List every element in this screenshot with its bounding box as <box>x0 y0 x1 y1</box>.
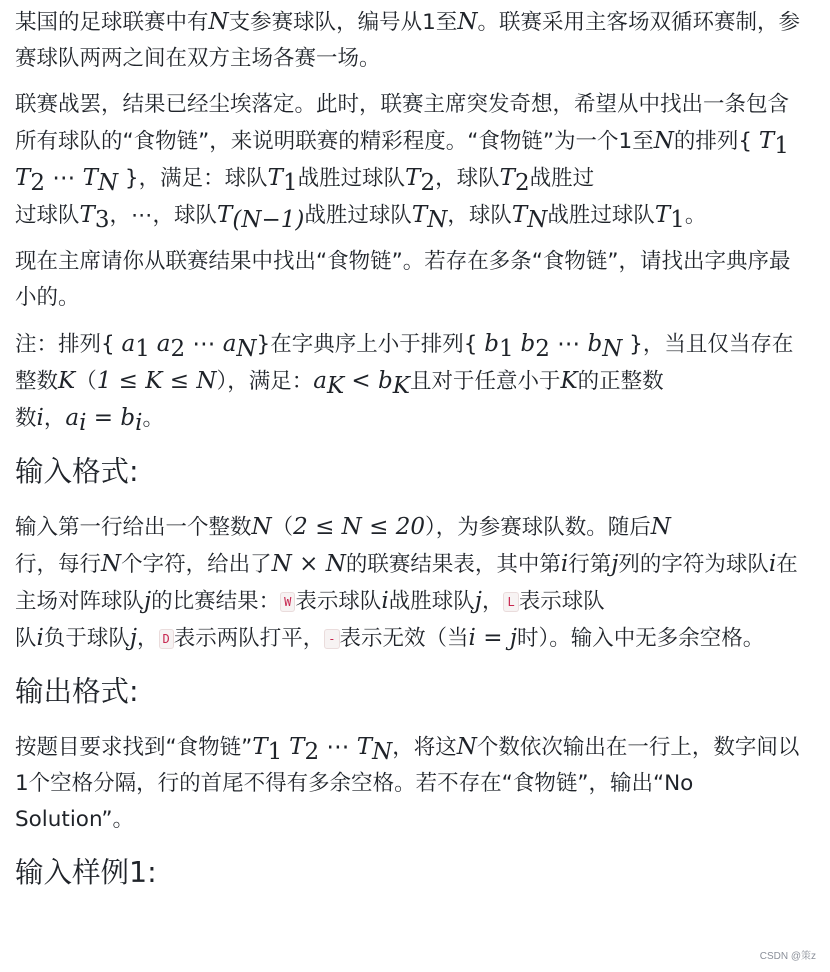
math-i: i <box>560 551 569 577</box>
text: 按题目要求找到“食物链” <box>15 735 253 760</box>
math-dots: ⋯ <box>44 165 83 191</box>
math-t: T <box>758 128 775 154</box>
math-t: T <box>511 202 528 228</box>
sub: (N−1) <box>232 207 305 233</box>
math-a: a <box>156 331 171 357</box>
math-a: a <box>222 331 237 357</box>
text: 行第 <box>568 552 612 577</box>
math-n: N <box>653 128 674 154</box>
heading-sample-input: 输入样例1: <box>15 856 157 889</box>
math-j: j <box>474 588 482 614</box>
text: ， <box>137 626 159 651</box>
math-i: i <box>36 625 44 651</box>
text: 战胜过 <box>529 166 595 191</box>
text: 负于球队 <box>43 626 130 651</box>
text: 且对于任意小于 <box>409 369 561 394</box>
math-t: T <box>654 202 671 228</box>
text: （ <box>271 515 294 540</box>
text: ，球队 <box>435 166 500 191</box>
text: ， <box>43 406 66 431</box>
math-inequality: 1 ≤ K ≤ N <box>96 368 217 394</box>
math-n: N <box>325 551 346 577</box>
text: 的正整数 <box>577 369 664 394</box>
text: ，球队 <box>447 203 512 228</box>
text: 。联赛采用主客场双循环赛制，参赛球队两两之间在双方主场各赛一场。 <box>15 10 800 71</box>
text: 时）。输入中无多余空格。 <box>516 626 765 651</box>
math-i: i <box>36 405 44 431</box>
code-d: D <box>159 629 174 649</box>
text: 个数依次输出在一行上，数字间以1个空格分隔，行的首尾不得有多余空格。若不存在“食物链”，输出“No Solution”。 <box>15 735 800 832</box>
math-n: N <box>456 734 477 760</box>
sub: 2 <box>420 170 436 196</box>
text: 输入第一行给出一个整数 <box>15 515 252 540</box>
math-b: b <box>587 331 603 357</box>
text: 战胜过球队 <box>547 203 655 228</box>
math-j: j <box>144 588 152 614</box>
math-i: i <box>468 625 476 651</box>
math-t: T <box>15 165 31 191</box>
math-t: T <box>217 202 233 228</box>
text: }，当且仅当存在整数 <box>15 332 794 394</box>
math-a: a <box>121 331 136 357</box>
text: 支参赛球队，编号从1至 <box>228 10 458 35</box>
text: 。 <box>684 203 707 228</box>
math-n: N <box>650 514 671 540</box>
text: }在字典序上小于排列{ <box>256 332 485 357</box>
text: 的排列{ <box>673 129 759 154</box>
sub: N <box>527 207 548 233</box>
sub: 2 <box>514 170 530 196</box>
math-t: T <box>411 202 428 228</box>
text: 某国的足球联赛中有 <box>15 10 209 35</box>
math-n: N <box>251 514 272 540</box>
text: 列的字符为球队 <box>618 552 769 577</box>
text: 表示两队打平， <box>173 626 325 651</box>
math-t: T <box>79 202 95 228</box>
math-t: T <box>82 165 98 191</box>
paragraph-output-format: 按题目要求找到“食物链$”T_1$ $T_2$ ⋯ $T_N$，将这N个数依次输出在一行上，数字间以1个空格分隔，行的首尾不得有多余空格。若不存在“食物链”，输出“No Solution”。 <box>15 734 800 832</box>
math-n: N <box>457 9 478 35</box>
math-i: i <box>768 551 777 577</box>
math-n: N <box>271 551 292 577</box>
sub: 1 <box>774 133 789 159</box>
sub: i <box>135 410 143 436</box>
text: }，满足：球队 <box>118 166 268 191</box>
math-lt: < <box>344 368 379 394</box>
text: 战胜球队 <box>388 589 475 614</box>
text: 队 <box>15 626 37 651</box>
text: ），满足： <box>216 369 314 394</box>
text: 个字符，给出了 <box>121 552 272 577</box>
heading-output-format: 输出格式: <box>15 675 139 708</box>
code-l: L <box>503 592 518 612</box>
heading-input-format: 输入格式: <box>15 455 139 488</box>
sub: 1 <box>282 170 298 196</box>
text: 表示无效（当 <box>339 626 469 651</box>
math-a: a <box>65 405 80 431</box>
math-j: j <box>611 551 619 577</box>
text: 的联赛结果表，其中第 <box>345 552 561 577</box>
code-w: W <box>280 592 295 612</box>
math-b: b <box>378 368 393 394</box>
math-b: b <box>120 405 136 431</box>
text: 表示球队 <box>518 589 605 614</box>
text: 的比赛结果： <box>151 589 281 614</box>
math-eq: = <box>86 405 121 431</box>
text: 战胜过球队 <box>297 166 406 191</box>
math-k: K <box>58 368 76 394</box>
math-times: × <box>291 551 326 577</box>
paragraph-food-chain: 联赛战罢，结果已经尘埃落定。此时，联赛主席突发奇想，希望从中找出一条包含所有球队的“食物链”，来说明联赛的精彩程度。“食物链”为一个1至N的排列{ $T_1$ $T_2$ ⋯ $T_N$ }，满足：球队$T_1$战胜过球队$T_2$，球队$T_2$战胜过 过球队$T_3$，⋯，球队$T_{(N-1)}$战胜过球队$T_N$，球队$T_N$战胜过球队$T_1$。 <box>15 92 790 233</box>
text: 在主场对阵球队 <box>15 552 798 614</box>
sub: N <box>427 207 448 233</box>
math-n: N <box>101 551 122 577</box>
sub: i <box>79 410 87 436</box>
math-a: a <box>313 368 327 394</box>
text: 联赛战罢，结果已经尘埃落定。此时，联赛主席突发奇想，希望从中找出一条包含所有球队的“食物链”，来说明联赛的精彩程度。“食物链”为一个1至 <box>15 92 790 154</box>
text: ），为参赛球队数。随后 <box>424 515 651 540</box>
sub: 1 <box>670 207 685 233</box>
text: 过球队 <box>15 203 80 228</box>
text: 注：排列{ <box>15 332 122 357</box>
paragraph-note: 注：排列{ $a_1$ $a_2$ ⋯ $a_N$}在字典序上小于排列{ $b_1$ $b_2$ ⋯ $b_N$ }，当且仅当存在整数K（1 ≤ K ≤ N），满足：$a_K < b_K$且对于任意小于K的正整数 数i，$a_i = b_i$。 <box>15 331 794 436</box>
code-dash: - <box>324 629 339 649</box>
math-n: N <box>208 9 229 35</box>
math-i: i <box>381 588 389 614</box>
text: 。 <box>142 406 164 431</box>
paragraph-intro <box>15 4 804 77</box>
text: ，⋯，球队 <box>109 203 218 228</box>
math-b: b <box>520 331 536 357</box>
sub: N <box>97 170 119 196</box>
paragraph-request: 现在主席请你从联赛结果中找出“食物链”。若存在多条“食物链”，请找出字典序最小的。 <box>15 249 791 310</box>
sub: 2 <box>30 170 45 196</box>
math-t: T <box>267 165 283 191</box>
math-k: K <box>560 368 578 394</box>
text: 表示球队 <box>295 589 382 614</box>
text: ，将这 <box>392 735 457 760</box>
math-eq: = <box>475 625 510 651</box>
text: ， <box>481 589 504 614</box>
text: （ <box>75 369 97 394</box>
math-t: T <box>405 165 421 191</box>
math-b: b <box>484 331 499 357</box>
watermark: CSDN @策z <box>759 951 816 962</box>
math-j: j <box>509 625 517 651</box>
math-t: T <box>499 165 515 191</box>
text: 数 <box>15 406 37 431</box>
math-range: 2 ≤ N ≤ 20 <box>293 514 425 540</box>
text: 战胜过球队 <box>304 203 412 228</box>
text: 行，每行 <box>15 552 102 577</box>
paragraph-input-format <box>15 509 804 657</box>
math-j: j <box>129 625 138 651</box>
